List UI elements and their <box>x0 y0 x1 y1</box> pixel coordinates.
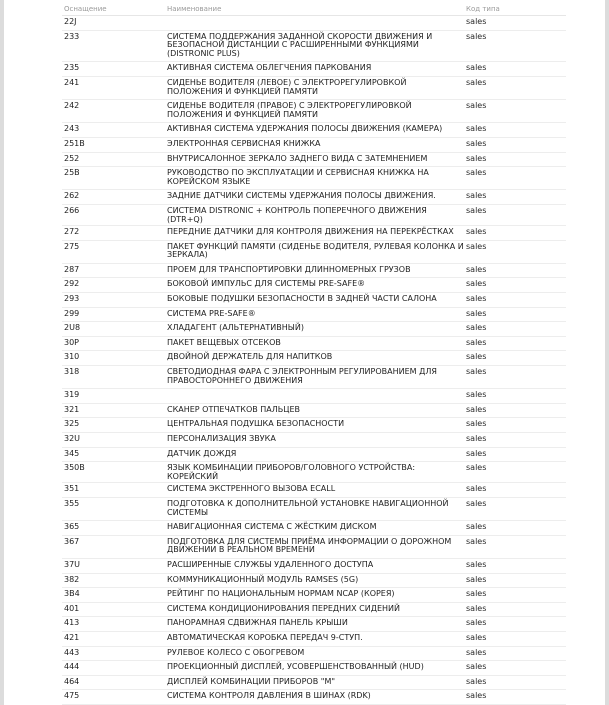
table-row <box>62 573 566 588</box>
equipment-code-cell: 421 <box>62 631 165 646</box>
equipment-code-cell: 318 <box>62 366 165 389</box>
equipment-code-cell: 272 <box>62 226 165 241</box>
type-code-cell: sales <box>464 278 566 293</box>
table-row <box>62 240 566 263</box>
equipment-name-cell: ПРОЕКЦИОННЫЙ ДИСПЛЕЙ, УСОВЕРШЕНСТВОВАННЫЙ (HUD) <box>165 661 464 676</box>
type-code-cell: sales <box>464 588 566 603</box>
table-row <box>62 433 566 448</box>
table-row <box>62 690 566 705</box>
equipment-name-cell: РЕЙТИНГ ПО НАЦИОНАЛЬНЫМ НОРМАМ NCAP (КОРЕЯ) <box>165 588 464 603</box>
table-row <box>62 418 566 433</box>
type-code-cell: sales <box>464 403 566 418</box>
equipment-name-cell: КОММУНИКАЦИОННЫЙ МОДУЛЬ RAMSES (5G) <box>165 573 464 588</box>
type-code-cell: sales <box>464 240 566 263</box>
equipment-name-cell <box>165 16 464 31</box>
equipment-code-cell: 235 <box>62 62 165 77</box>
type-code-cell: sales <box>464 76 566 99</box>
equipment-code-cell: 241 <box>62 76 165 99</box>
equipment-code-cell: 345 <box>62 447 165 462</box>
equipment-code-cell: 3B4 <box>62 588 165 603</box>
type-code-cell: sales <box>464 100 566 123</box>
type-code-cell: sales <box>464 307 566 322</box>
table-row <box>62 403 566 418</box>
table-row <box>62 497 566 520</box>
equipment-name-cell: ПОДГОТОВКА К ДОПОЛНИТЕЛЬНОЙ УСТАНОВКЕ НАВИГАЦИОННОЙ СИСТЕМЫ <box>165 497 464 520</box>
equipment-name-cell: ЯЗЫК КОМБИНАЦИИ ПРИБОРОВ/ГОЛОВНОГО УСТРОЙСТВА: КОРЕЙСКИЙ <box>165 462 464 483</box>
equipment-name-cell: РУКОВОДСТВО ПО ЭКСПЛУАТАЦИИ И СЕРВИСНАЯ КНИЖКА НА КОРЕЙСКОМ ЯЗЫКЕ <box>165 167 464 190</box>
table-row <box>62 351 566 366</box>
equipment-table <box>62 2 566 705</box>
type-code-cell: sales <box>464 447 566 462</box>
type-code-cell: sales <box>464 123 566 138</box>
table-row <box>62 263 566 278</box>
equipment-name-cell: ВНУТРИСАЛОННОЕ ЗЕРКАЛО ЗАДНЕГО ВИДА С ЗАТЕМНЕНИЕМ <box>165 152 464 167</box>
table-row <box>62 293 566 308</box>
table-row <box>62 447 566 462</box>
equipment-code-cell: 350B <box>62 462 165 483</box>
type-code-cell: sales <box>464 336 566 351</box>
table-row <box>62 535 566 558</box>
type-code-cell: sales <box>464 690 566 705</box>
type-code-cell: sales <box>464 483 566 498</box>
table-row <box>62 137 566 152</box>
table-row <box>62 558 566 573</box>
equipment-code-cell: 382 <box>62 573 165 588</box>
table-row <box>62 16 566 31</box>
equipment-code-cell: 355 <box>62 497 165 520</box>
equipment-code-cell: 287 <box>62 263 165 278</box>
equipment-code-cell: 464 <box>62 675 165 690</box>
equipment-name-cell: СКАНЕР ОТПЕЧАТКОВ ПАЛЬЦЕВ <box>165 403 464 418</box>
table-row <box>62 675 566 690</box>
type-code-cell: sales <box>464 152 566 167</box>
type-code-cell: sales <box>464 322 566 337</box>
equipment-name-cell: ПАКЕТ ВЕЩЕВЫХ ОТСЕКОВ <box>165 336 464 351</box>
equipment-name-cell: ПЕРСОНАЛИЗАЦИЯ ЗВУКА <box>165 433 464 448</box>
equipment-code-cell: 251B <box>62 137 165 152</box>
equipment-code-cell: 413 <box>62 617 165 632</box>
table-row <box>62 322 566 337</box>
equipment-name-cell: СИСТЕМА КОНТРОЛЯ ДАВЛЕНИЯ В ШИНАХ (RDK) <box>165 690 464 705</box>
equipment-name-cell: СИДЕНЬЕ ВОДИТЕЛЯ (ПРАВОЕ) С ЭЛЕКТРОРЕГУЛИРОВКОЙ ПОЛОЖЕНИЯ И ФУНКЦИЕЙ ПАМЯТИ <box>165 100 464 123</box>
table-row <box>62 167 566 190</box>
table-row <box>62 631 566 646</box>
type-code-cell: sales <box>464 433 566 448</box>
column-header-type-code: Код типа <box>464 2 566 16</box>
type-code-cell: sales <box>464 535 566 558</box>
type-code-cell: sales <box>464 30 566 62</box>
table-row <box>62 521 566 536</box>
table-row <box>62 483 566 498</box>
equipment-name-cell: НАВИГАЦИОННАЯ СИСТЕМА С ЖЁСТКИМ ДИСКОМ <box>165 521 464 536</box>
equipment-name-cell: СИСТЕМА ПОДДЕРЖАНИЯ ЗАДАННОЙ СКОРОСТИ ДВИЖЕНИЯ И БЕЗОПАСНОЙ ДИСТАНЦИИ С РАСШИРЕННЫМИ ФУНКЦИЯМИ (DISTRONIC PLUS) <box>165 30 464 62</box>
table-row <box>62 661 566 676</box>
type-code-cell: sales <box>464 351 566 366</box>
type-code-cell: sales <box>464 418 566 433</box>
equipment-name-cell: ПРОЕМ ДЛЯ ТРАНСПОРТИРОВКИ ДЛИННОМЕРНЫХ ГРУЗОВ <box>165 263 464 278</box>
equipment-code-cell: 401 <box>62 602 165 617</box>
equipment-code-cell: 242 <box>62 100 165 123</box>
equipment-code-cell: 321 <box>62 403 165 418</box>
equipment-code-cell: 367 <box>62 535 165 558</box>
equipment-code-cell: 365 <box>62 521 165 536</box>
type-code-cell: sales <box>464 16 566 31</box>
type-code-cell: sales <box>464 675 566 690</box>
equipment-code-cell: 233 <box>62 30 165 62</box>
table-row <box>62 366 566 389</box>
equipment-name-cell: АВТОМАТИЧЕСКАЯ КОРОБКА ПЕРЕДАЧ 9-СТУП. <box>165 631 464 646</box>
equipment-name-cell: СИСТЕМА PRE-SAFE® <box>165 307 464 322</box>
type-code-cell: sales <box>464 497 566 520</box>
equipment-code-cell: 275 <box>62 240 165 263</box>
table-body <box>62 16 566 705</box>
equipment-code-cell: 293 <box>62 293 165 308</box>
table-row <box>62 123 566 138</box>
equipment-code-cell: 325 <box>62 418 165 433</box>
type-code-cell: sales <box>464 226 566 241</box>
type-code-cell: sales <box>464 204 566 225</box>
type-code-cell: sales <box>464 521 566 536</box>
table-row <box>62 152 566 167</box>
type-code-cell: sales <box>464 462 566 483</box>
type-code-cell: sales <box>464 661 566 676</box>
equipment-name-cell: ДАТЧИК ДОЖДЯ <box>165 447 464 462</box>
type-code-cell: sales <box>464 573 566 588</box>
equipment-code-cell: 25B <box>62 167 165 190</box>
table-row <box>62 100 566 123</box>
type-code-cell: sales <box>464 389 566 404</box>
equipment-name-cell: БОКОВЫЕ ПОДУШКИ БЕЗОПАСНОСТИ В ЗАДНЕЙ ЧАСТИ САЛОНА <box>165 293 464 308</box>
equipment-name-cell: РАСШИРЕННЫЕ СЛУЖБЫ УДАЛЕННОГО ДОСТУПА <box>165 558 464 573</box>
column-header-name: Наименование <box>165 2 464 16</box>
equipment-code-cell: 2U8 <box>62 322 165 337</box>
table-row <box>62 646 566 661</box>
table-row <box>62 190 566 205</box>
type-code-cell: sales <box>464 167 566 190</box>
table-row <box>62 307 566 322</box>
equipment-name-cell: БОКОВОЙ ИМПУЛЬС ДЛЯ СИСТЕМЫ PRE-SAFE® <box>165 278 464 293</box>
table-row <box>62 617 566 632</box>
equipment-name-cell: ЭЛЕКТРОННАЯ СЕРВИСНАЯ КНИЖКА <box>165 137 464 152</box>
table-row <box>62 602 566 617</box>
equipment-code-cell: 266 <box>62 204 165 225</box>
equipment-code-cell: 299 <box>62 307 165 322</box>
equipment-code-cell: 351 <box>62 483 165 498</box>
type-code-cell: sales <box>464 293 566 308</box>
equipment-name-cell: ХЛАДАГЕНТ (АЛЬТЕРНАТИВНЫЙ) <box>165 322 464 337</box>
equipment-name-cell: ЦЕНТРАЛЬНАЯ ПОДУШКА БЕЗОПАСНОСТИ <box>165 418 464 433</box>
equipment-code-cell: 262 <box>62 190 165 205</box>
equipment-code-cell: 310 <box>62 351 165 366</box>
equipment-name-cell: ДИСПЛЕЙ КОМБИНАЦИИ ПРИБОРОВ "M" <box>165 675 464 690</box>
equipment-name-cell: АКТИВНАЯ СИСТЕМА УДЕРЖАНИЯ ПОЛОСЫ ДВИЖЕНИЯ (КАМЕРА) <box>165 123 464 138</box>
type-code-cell: sales <box>464 602 566 617</box>
type-code-cell: sales <box>464 631 566 646</box>
equipment-name-cell: СИСТЕМА DISTRONIC + КОНТРОЛЬ ПОПЕРЕЧНОГО ДВИЖЕНИЯ (DTR+Q) <box>165 204 464 225</box>
table-row <box>62 204 566 225</box>
table-row <box>62 62 566 77</box>
table-row <box>62 30 566 62</box>
equipment-code-cell: 22J <box>62 16 165 31</box>
equipment-code-cell: 32U <box>62 433 165 448</box>
type-code-cell: sales <box>464 263 566 278</box>
table-row <box>62 226 566 241</box>
equipment-name-cell <box>165 389 464 404</box>
table-row <box>62 389 566 404</box>
equipment-name-cell: ЗАДНИЕ ДАТЧИКИ СИСТЕМЫ УДЕРЖАНИЯ ПОЛОСЫ ДВИЖЕНИЯ. <box>165 190 464 205</box>
type-code-cell: sales <box>464 366 566 389</box>
type-code-cell: sales <box>464 617 566 632</box>
equipment-name-cell: СИСТЕМА ЭКСТРЕННОГО ВЫЗОВА ECALL <box>165 483 464 498</box>
equipment-name-cell: СИСТЕМА КОНДИЦИОНИРОВАНИЯ ПЕРЕДНИХ СИДЕНИЙ <box>165 602 464 617</box>
equipment-code-cell: 292 <box>62 278 165 293</box>
equipment-name-cell: СВЕТОДИОДНАЯ ФАРА С ЭЛЕКТРОННЫМ РЕГУЛИРОВАНИЕМ ДЛЯ ПРАВОСТОРОННЕГО ДВИЖЕНИЯ <box>165 366 464 389</box>
equipment-name-cell: АКТИВНАЯ СИСТЕМА ОБЛЕГЧЕНИЯ ПАРКОВАНИЯ <box>165 62 464 77</box>
type-code-cell: sales <box>464 558 566 573</box>
equipment-code-cell: 475 <box>62 690 165 705</box>
type-code-cell: sales <box>464 646 566 661</box>
table-row <box>62 588 566 603</box>
equipment-name-cell: ПАНОРАМНАЯ СДВИЖНАЯ ПАНЕЛЬ КРЫШИ <box>165 617 464 632</box>
type-code-cell: sales <box>464 62 566 77</box>
equipment-code-cell: 319 <box>62 389 165 404</box>
equipment-name-cell: ПОДГОТОВКА ДЛЯ СИСТЕМЫ ПРИЁМА ИНФОРМАЦИИ О ДОРОЖНОМ ДВИЖЕНИИ В РЕАЛЬНОМ ВРЕМЕНИ <box>165 535 464 558</box>
equipment-code-cell: 37U <box>62 558 165 573</box>
equipment-code-cell: 443 <box>62 646 165 661</box>
equipment-name-cell: ПАКЕТ ФУНКЦИЙ ПАМЯТИ (СИДЕНЬЕ ВОДИТЕЛЯ, РУЛЕВАЯ КОЛОНКА И ЗЕРКАЛА) <box>165 240 464 263</box>
equipment-name-cell: СИДЕНЬЕ ВОДИТЕЛЯ (ЛЕВОЕ) С ЭЛЕКТРОРЕГУЛИРОВКОЙ ПОЛОЖЕНИЯ И ФУНКЦИЕЙ ПАМЯТИ <box>165 76 464 99</box>
table-row <box>62 76 566 99</box>
equipment-name-cell: ПЕРЕДНИЕ ДАТЧИКИ ДЛЯ КОНТРОЛЯ ДВИЖЕНИЯ НА ПЕРЕКРЁСТКАХ <box>165 226 464 241</box>
table-header-row <box>62 2 566 16</box>
equipment-code-cell: 30P <box>62 336 165 351</box>
equipment-name-cell: РУЛЕВОЕ КОЛЕСО С ОБОГРЕВОМ <box>165 646 464 661</box>
equipment-name-cell: ДВОЙНОЙ ДЕРЖАТЕЛЬ ДЛЯ НАПИТКОВ <box>165 351 464 366</box>
equipment-code-cell: 252 <box>62 152 165 167</box>
table-row <box>62 462 566 483</box>
table-row <box>62 336 566 351</box>
column-header-equipment: Оснащение <box>62 2 165 16</box>
document-page <box>4 0 605 705</box>
table-row <box>62 278 566 293</box>
equipment-code-cell: 444 <box>62 661 165 676</box>
type-code-cell: sales <box>464 137 566 152</box>
type-code-cell: sales <box>464 190 566 205</box>
equipment-code-cell: 243 <box>62 123 165 138</box>
